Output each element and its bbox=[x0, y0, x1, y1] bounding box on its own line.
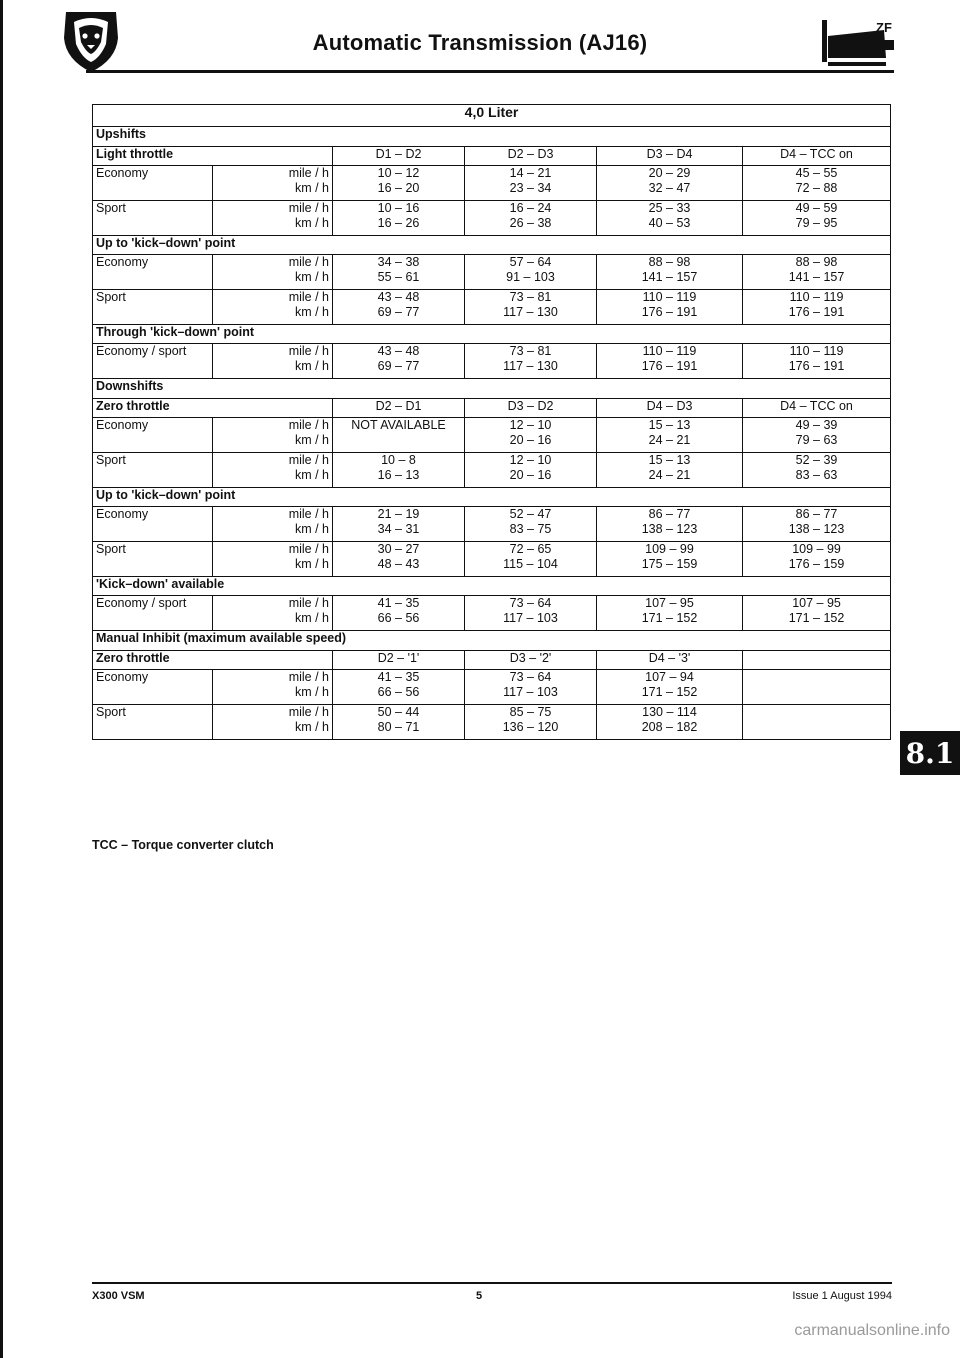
speed-value: 109 – 99 bbox=[792, 542, 841, 556]
group-heading-row bbox=[93, 147, 891, 166]
section-heading-row bbox=[93, 127, 891, 147]
speed-value: 176 – 191 bbox=[788, 305, 845, 319]
speed-value: 86 – 77 bbox=[795, 507, 838, 521]
row-units bbox=[213, 705, 333, 740]
row-units bbox=[213, 418, 333, 453]
unit-label: mile / h bbox=[288, 290, 329, 304]
speed-value: 86 – 77 bbox=[648, 507, 691, 521]
speed-value: 52 – 39 bbox=[795, 453, 838, 467]
unit-label: km / h bbox=[294, 468, 329, 482]
value-cell bbox=[743, 507, 891, 542]
value-cell bbox=[743, 344, 891, 379]
value-cell bbox=[465, 453, 597, 488]
value-cell bbox=[743, 453, 891, 488]
value-cell bbox=[465, 255, 597, 290]
speed-value: 25 – 33 bbox=[648, 201, 691, 215]
table-row bbox=[93, 344, 891, 379]
group-heading-row bbox=[93, 488, 891, 507]
value-cell bbox=[333, 255, 465, 290]
speed-value: 50 – 44 bbox=[377, 705, 420, 719]
unit-label: km / h bbox=[294, 305, 329, 319]
column-header: D3 – D4 bbox=[597, 147, 743, 166]
value-cell bbox=[333, 507, 465, 542]
column-header: D2 – D1 bbox=[333, 399, 465, 418]
unit-label: km / h bbox=[294, 557, 329, 571]
value-cell bbox=[743, 201, 891, 236]
value-cell bbox=[597, 418, 743, 453]
speed-value: 73 – 64 bbox=[509, 670, 552, 684]
speed-value: 16 – 24 bbox=[509, 201, 552, 215]
speed-value: NOT AVAILABLE bbox=[351, 418, 446, 432]
unit-label: mile / h bbox=[288, 507, 329, 521]
speed-value: 30 – 27 bbox=[377, 542, 420, 556]
value-cell bbox=[743, 290, 891, 325]
unit-label: km / h bbox=[294, 359, 329, 373]
speed-value: 41 – 35 bbox=[377, 596, 420, 610]
footer-doc-code: X300 VSM bbox=[92, 1290, 145, 1302]
group-heading-row bbox=[93, 651, 891, 670]
group-heading: Light throttle bbox=[93, 147, 333, 166]
speed-value: 138 – 123 bbox=[788, 522, 845, 536]
speed-value: 85 – 75 bbox=[509, 705, 552, 719]
speed-value: 69 – 77 bbox=[377, 305, 420, 319]
table-row bbox=[93, 255, 891, 290]
speed-value: 20 – 16 bbox=[509, 468, 552, 482]
group-heading: Through 'kick–down' point bbox=[93, 325, 891, 344]
speed-value: 136 – 120 bbox=[502, 720, 559, 734]
speed-value: 34 – 31 bbox=[377, 522, 420, 536]
table-row bbox=[93, 542, 891, 577]
column-header: D2 – D3 bbox=[465, 147, 597, 166]
speed-value: 91 – 103 bbox=[506, 270, 555, 284]
unit-label: mile / h bbox=[288, 418, 329, 432]
value-cell bbox=[597, 507, 743, 542]
table-row bbox=[93, 596, 891, 631]
value-cell bbox=[743, 255, 891, 290]
row-units bbox=[213, 255, 333, 290]
unit-label: km / h bbox=[294, 433, 329, 447]
header-rule bbox=[86, 70, 894, 73]
value-cell bbox=[597, 290, 743, 325]
speed-value: 15 – 13 bbox=[648, 418, 691, 432]
speed-value: 48 – 43 bbox=[377, 557, 420, 571]
speed-value: 171 – 152 bbox=[641, 611, 698, 625]
issue-date: Issue 1 August 1994 bbox=[792, 1290, 892, 1302]
value-cell bbox=[743, 705, 891, 740]
value-cell bbox=[333, 344, 465, 379]
group-heading: 'Kick–down' available bbox=[93, 577, 891, 596]
speed-value: 43 – 48 bbox=[377, 344, 420, 358]
column-header: D4 – TCC on bbox=[743, 399, 891, 418]
value-cell bbox=[597, 201, 743, 236]
value-cell bbox=[597, 596, 743, 631]
group-heading: Zero throttle bbox=[93, 651, 333, 670]
speed-value: 10 – 12 bbox=[377, 166, 420, 180]
speed-value: 107 – 95 bbox=[645, 596, 694, 610]
unit-label: km / h bbox=[294, 216, 329, 230]
speed-value: 110 – 119 bbox=[789, 344, 844, 358]
speed-value: 115 – 104 bbox=[503, 557, 558, 571]
row-label: Economy bbox=[93, 670, 213, 705]
speed-value: 73 – 81 bbox=[509, 344, 552, 358]
row-units bbox=[213, 344, 333, 379]
speed-value: 43 – 48 bbox=[377, 290, 420, 304]
value-cell bbox=[465, 290, 597, 325]
speed-value: 171 – 152 bbox=[641, 685, 698, 699]
row-units bbox=[213, 166, 333, 201]
value-cell bbox=[597, 705, 743, 740]
value-cell bbox=[597, 344, 743, 379]
column-header: D3 – D2 bbox=[465, 399, 597, 418]
group-heading-row bbox=[93, 325, 891, 344]
value-cell bbox=[743, 166, 891, 201]
speed-value: 49 – 39 bbox=[795, 418, 838, 432]
table-row bbox=[93, 290, 891, 325]
column-header: D4 – TCC on bbox=[743, 147, 891, 166]
row-label: Economy / sport bbox=[93, 344, 213, 379]
page-title: Automatic Transmission (AJ16) bbox=[312, 30, 648, 55]
unit-label: mile / h bbox=[288, 344, 329, 358]
speed-value: 26 – 38 bbox=[509, 216, 552, 230]
row-label: Economy bbox=[93, 255, 213, 290]
value-cell bbox=[333, 542, 465, 577]
speed-value: 176 – 159 bbox=[788, 557, 845, 571]
footnote: TCC – Torque converter clutch bbox=[92, 838, 274, 852]
page-edge-rule bbox=[0, 0, 3, 1358]
speed-value: 117 – 130 bbox=[503, 305, 558, 319]
speed-value: 14 – 21 bbox=[509, 166, 552, 180]
speed-value: 110 – 119 bbox=[789, 290, 844, 304]
speed-value: 69 – 77 bbox=[377, 359, 420, 373]
table-title-row bbox=[93, 105, 891, 127]
unit-label: mile / h bbox=[288, 166, 329, 180]
table-row bbox=[93, 418, 891, 453]
value-cell bbox=[743, 596, 891, 631]
speed-value: 12 – 10 bbox=[509, 418, 552, 432]
value-cell bbox=[333, 166, 465, 201]
speed-value: 107 – 94 bbox=[645, 670, 694, 684]
row-label: Economy / sport bbox=[93, 596, 213, 631]
unit-label: km / h bbox=[294, 270, 329, 284]
value-cell bbox=[333, 290, 465, 325]
speed-value: 138 – 123 bbox=[641, 522, 698, 536]
speed-value: 32 – 47 bbox=[648, 181, 691, 195]
speed-value: 16 – 13 bbox=[377, 468, 420, 482]
group-heading: Zero throttle bbox=[93, 399, 333, 418]
value-cell bbox=[333, 670, 465, 705]
value-cell bbox=[597, 542, 743, 577]
column-header: D4 – '3' bbox=[597, 651, 743, 670]
speed-value: 79 – 95 bbox=[795, 216, 838, 230]
speed-value: 175 – 159 bbox=[641, 557, 698, 571]
speed-value: 12 – 10 bbox=[509, 453, 552, 467]
row-units bbox=[213, 670, 333, 705]
table-body bbox=[93, 105, 891, 740]
unit-label: mile / h bbox=[288, 453, 329, 467]
table-row bbox=[93, 166, 891, 201]
section-tab-marker: 8.1 bbox=[900, 731, 960, 775]
row-label: Sport bbox=[93, 705, 213, 740]
value-cell bbox=[333, 596, 465, 631]
speed-value: 24 – 21 bbox=[648, 468, 691, 482]
footer-rule bbox=[92, 1282, 892, 1284]
speed-value: 57 – 64 bbox=[509, 255, 552, 269]
value-cell bbox=[465, 596, 597, 631]
speed-value: 83 – 63 bbox=[795, 468, 838, 482]
table-row bbox=[93, 201, 891, 236]
speed-value: 171 – 152 bbox=[788, 611, 845, 625]
unit-label: km / h bbox=[294, 181, 329, 195]
row-label: Sport bbox=[93, 201, 213, 236]
value-cell bbox=[333, 418, 465, 453]
value-cell bbox=[465, 507, 597, 542]
value-cell bbox=[465, 705, 597, 740]
value-cell bbox=[743, 542, 891, 577]
row-label: Sport bbox=[93, 453, 213, 488]
value-cell bbox=[333, 453, 465, 488]
row-units bbox=[213, 596, 333, 631]
value-cell bbox=[743, 670, 891, 705]
speed-value: 20 – 16 bbox=[509, 433, 552, 447]
unit-label: km / h bbox=[294, 720, 329, 734]
table-row bbox=[93, 507, 891, 542]
speed-value: 107 – 95 bbox=[792, 596, 841, 610]
value-cell bbox=[597, 453, 743, 488]
speed-value: 16 – 20 bbox=[377, 181, 420, 195]
table-row bbox=[93, 705, 891, 740]
value-cell bbox=[465, 542, 597, 577]
speed-value: 34 – 38 bbox=[377, 255, 420, 269]
speed-value: 20 – 29 bbox=[648, 166, 691, 180]
group-heading-row bbox=[93, 577, 891, 596]
value-cell bbox=[465, 670, 597, 705]
speed-value: 23 – 34 bbox=[509, 181, 552, 195]
speed-value: 73 – 81 bbox=[509, 290, 552, 304]
row-label: Sport bbox=[93, 542, 213, 577]
value-cell bbox=[743, 418, 891, 453]
column-header: D2 – '1' bbox=[333, 651, 465, 670]
speed-value: 15 – 13 bbox=[648, 453, 691, 467]
speed-value: 117 – 103 bbox=[503, 611, 558, 625]
speed-value: 80 – 71 bbox=[377, 720, 420, 734]
speed-value: 141 – 157 bbox=[641, 270, 698, 284]
value-cell bbox=[465, 201, 597, 236]
speed-value: 45 – 55 bbox=[795, 166, 838, 180]
group-heading: Up to 'kick–down' point bbox=[93, 488, 891, 507]
unit-label: km / h bbox=[294, 685, 329, 699]
speed-value: 83 – 75 bbox=[509, 522, 552, 536]
speed-value: 66 – 56 bbox=[377, 685, 420, 699]
speed-value: 41 – 35 bbox=[377, 670, 420, 684]
speed-value: 40 – 53 bbox=[648, 216, 691, 230]
speed-value: 88 – 98 bbox=[648, 255, 691, 269]
unit-label: mile / h bbox=[288, 201, 329, 215]
speed-value: 79 – 63 bbox=[795, 433, 838, 447]
speed-value: 208 – 182 bbox=[641, 720, 698, 734]
column-header: D1 – D2 bbox=[333, 147, 465, 166]
shift-speed-table bbox=[92, 104, 891, 740]
row-label: Economy bbox=[93, 507, 213, 542]
speed-value: 141 – 157 bbox=[788, 270, 845, 284]
value-cell bbox=[465, 166, 597, 201]
page-number: 5 bbox=[476, 1290, 483, 1302]
row-label: Sport bbox=[93, 290, 213, 325]
speed-value: 66 – 56 bbox=[377, 611, 420, 625]
speed-value: 49 – 59 bbox=[795, 201, 838, 215]
column-header: D4 – D3 bbox=[597, 399, 743, 418]
column-header: D3 – '2' bbox=[465, 651, 597, 670]
table-row bbox=[93, 453, 891, 488]
zf-badge-label: ZF bbox=[876, 20, 892, 35]
speed-value: 110 – 119 bbox=[642, 290, 697, 304]
unit-label: km / h bbox=[294, 611, 329, 625]
group-heading: Up to 'kick–down' point bbox=[93, 236, 891, 255]
speed-value: 16 – 26 bbox=[377, 216, 420, 230]
speed-value: 73 – 64 bbox=[509, 596, 552, 610]
speed-value: 176 – 191 bbox=[641, 305, 698, 319]
row-units bbox=[213, 290, 333, 325]
unit-label: mile / h bbox=[288, 596, 329, 610]
speed-value: 176 – 191 bbox=[788, 359, 845, 373]
value-cell bbox=[465, 344, 597, 379]
value-cell bbox=[333, 201, 465, 236]
section-heading: Manual Inhibit (maximum available speed) bbox=[93, 631, 891, 651]
row-units bbox=[213, 542, 333, 577]
speed-value: 72 – 88 bbox=[795, 181, 838, 195]
speed-value: 109 – 99 bbox=[645, 542, 694, 556]
unit-label: mile / h bbox=[288, 255, 329, 269]
section-heading: Downshifts bbox=[93, 379, 891, 399]
speed-value: 176 – 191 bbox=[641, 359, 698, 373]
unit-label: km / h bbox=[294, 522, 329, 536]
section-heading: Upshifts bbox=[93, 127, 891, 147]
value-cell bbox=[597, 166, 743, 201]
unit-label: mile / h bbox=[288, 670, 329, 684]
group-heading-row bbox=[93, 236, 891, 255]
speed-value: 72 – 65 bbox=[509, 542, 552, 556]
speed-value: 52 – 47 bbox=[509, 507, 552, 521]
section-heading-row bbox=[93, 379, 891, 399]
value-cell bbox=[333, 705, 465, 740]
unit-label: mile / h bbox=[288, 542, 329, 556]
speed-value: 117 – 103 bbox=[503, 685, 558, 699]
speed-value: 10 – 8 bbox=[381, 453, 416, 467]
speed-value: 88 – 98 bbox=[795, 255, 838, 269]
speed-value: 24 – 21 bbox=[648, 433, 691, 447]
speed-value: 10 – 16 bbox=[377, 201, 420, 215]
speed-value: 21 – 19 bbox=[377, 507, 420, 521]
value-cell bbox=[597, 255, 743, 290]
value-cell bbox=[465, 418, 597, 453]
speed-value: 55 – 61 bbox=[377, 270, 420, 284]
row-units bbox=[213, 201, 333, 236]
column-header bbox=[743, 651, 891, 670]
watermark: carmanualsonline.info bbox=[794, 1322, 950, 1339]
table-title: 4,0 Liter bbox=[93, 105, 891, 127]
row-label: Economy bbox=[93, 166, 213, 201]
speed-value: 110 – 119 bbox=[642, 344, 697, 358]
section-heading-row bbox=[93, 631, 891, 651]
speed-value: 117 – 130 bbox=[503, 359, 558, 373]
unit-label: mile / h bbox=[288, 705, 329, 719]
row-label: Economy bbox=[93, 418, 213, 453]
row-units bbox=[213, 453, 333, 488]
speed-value: 130 – 114 bbox=[642, 705, 697, 719]
table-row bbox=[93, 670, 891, 705]
value-cell bbox=[597, 670, 743, 705]
group-heading-row bbox=[93, 399, 891, 418]
row-units bbox=[213, 507, 333, 542]
